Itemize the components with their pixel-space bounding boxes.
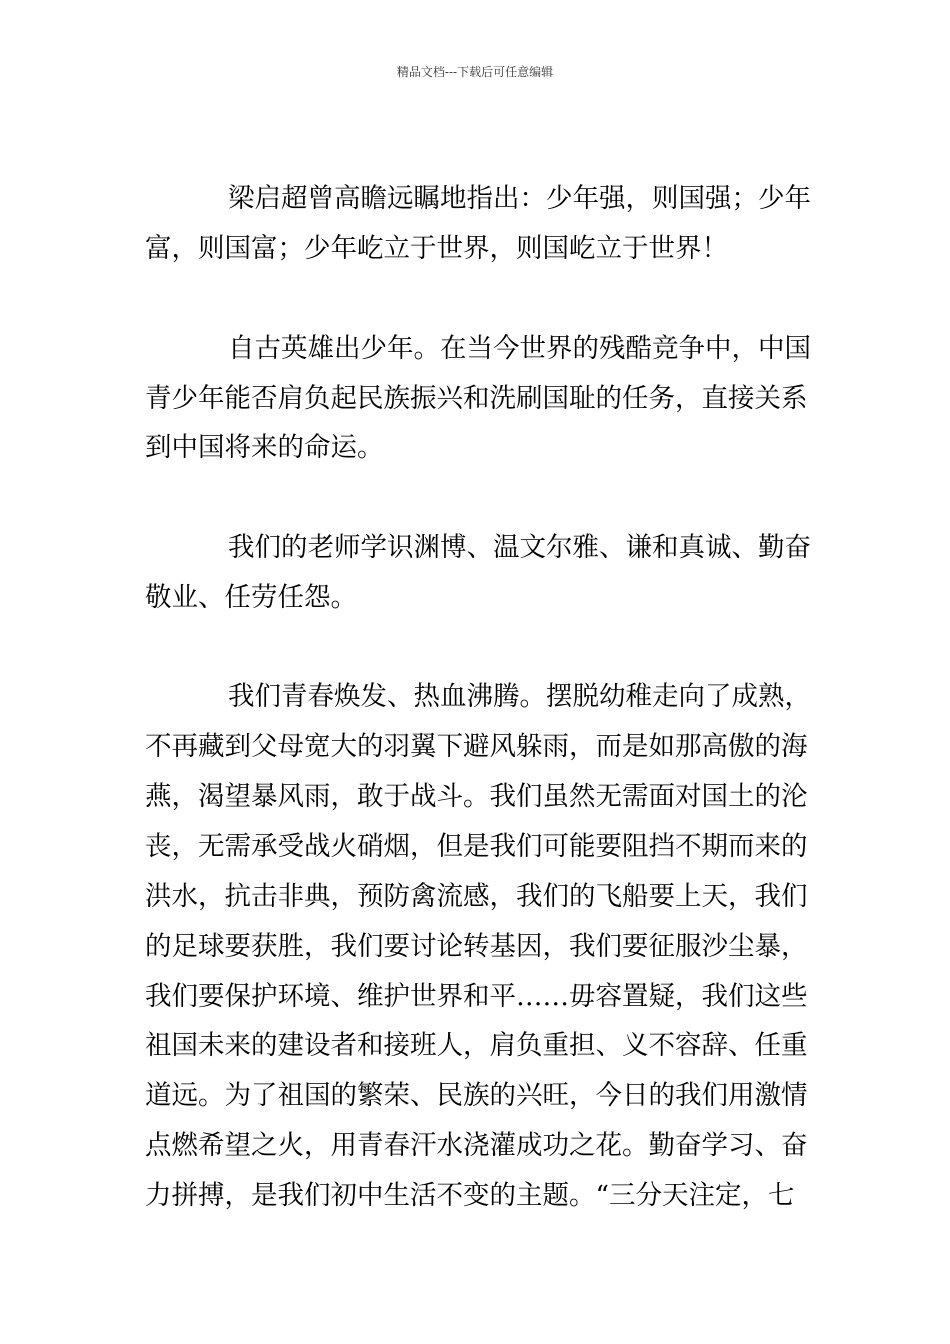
paragraph-line: 祖国未来的建设者和接班人，肩负重担、义不容辞、任重	[145, 1030, 808, 1061]
paragraph-line: 洪水，抗击非典，预防禽流感，我们的飞船要上天，我们	[145, 881, 808, 912]
paragraph-line: 梁启超曾高瞻远瞩地指出：少年强，则国强；少年	[228, 183, 811, 214]
paragraph-line: 到中国将来的命运。	[145, 432, 384, 463]
paragraph-line: 不再藏到父母宽大的羽翼下避风躲雨，而是如那高傲的海	[145, 731, 808, 762]
paragraph-line: 我们要保护环境、维护世界和平……毋容置疑，我们这些	[145, 981, 808, 1012]
page-header-watermark: 精品文档---下载后可任意编辑	[396, 65, 554, 79]
paragraph-line: 力拼搏，是我们初中生活不变的主题。“三分天注定，七	[145, 1180, 795, 1211]
paragraph-line: 敬业、任劳任怨。	[145, 582, 357, 613]
paragraph-line: 我们的老师学识渊博、温文尔雅、谦和真诚、勤奋	[228, 532, 811, 563]
paragraph-line: 我们青春焕发、热血沸腾。摆脱幼稚走向了成熟，	[228, 681, 811, 712]
paragraph-line: 自古英雄出少年。在当今世界的残酷竞争中，中国	[228, 333, 811, 364]
paragraph-line: 点燃希望之火，用青春汗水浇灌成功之花。勤奋学习、奋	[145, 1130, 808, 1161]
paragraph-line: 青少年能否肩负起民族振兴和洗刷国耻的任务，直接关系	[145, 383, 808, 414]
paragraph-line: 富，则国富；少年屹立于世界，则国屹立于世界！	[145, 233, 728, 264]
paragraph-line: 的足球要获胜，我们要讨论转基因，我们要征服沙尘暴，	[145, 931, 808, 962]
paragraph-line: 道远。为了祖国的繁荣、民族的兴旺，今日的我们用激情	[145, 1080, 808, 1111]
paragraph-line: 燕，渴望暴风雨，敢于战斗。我们虽然无需面对国土的沦	[145, 781, 808, 812]
paragraph-line: 丧，无需承受战火硝烟，但是我们可能要阻挡不期而来的	[145, 831, 808, 862]
